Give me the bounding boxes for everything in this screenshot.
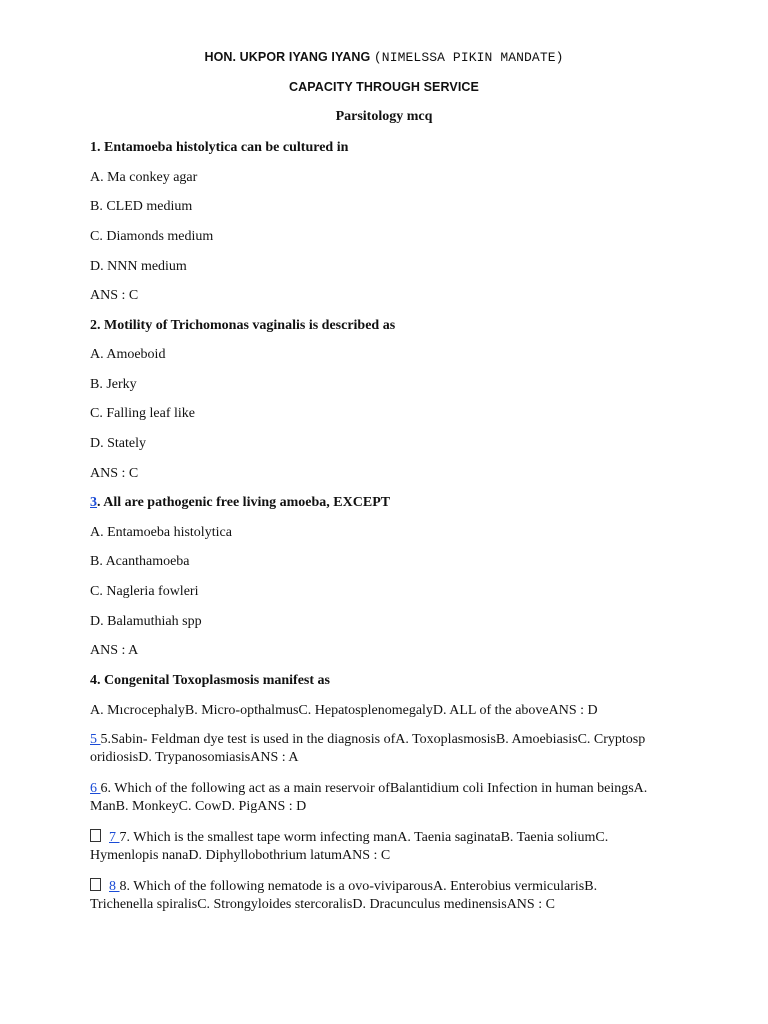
question-8 (90, 878, 650, 914)
motto-heading: CAPACITY THROUGH SERVICE (289, 80, 479, 94)
page-title: Parsitology mcq (335, 109, 433, 124)
option-3b: B. Acanthamoeba (90, 554, 190, 569)
question-4: 4. Congenital Toxoplasmosis manifest as (90, 673, 330, 688)
answer-3: ANS : A (90, 643, 139, 658)
checkbox-icon (90, 878, 101, 891)
author-name: HON. UKPOR IYANG IYANG (204, 50, 371, 64)
question-5-link[interactable]: 5 (90, 732, 101, 747)
author-heading (0, 50, 768, 65)
question-5 (90, 731, 650, 767)
option-3c: C. Nagleria fowleri (90, 584, 199, 599)
mandate-label: (NIMELSSA PIKIN MANDATE) (373, 50, 564, 65)
question-8-link[interactable]: 8 (109, 879, 120, 894)
question-1: 1. Entamoeba histolytica can be cultured in (90, 140, 349, 155)
question-3 (90, 494, 690, 512)
option-1d: D. NNN medium (90, 259, 187, 274)
question-6-text: 6. Which of the following act as a main reservoir ofBalantidium coli Infection in human beingsA. ManB. MonkeyC. CowD. PigANS : D (90, 781, 648, 814)
question-4-body: A. MıcrocephalyB. Micro-opthalmusC. HepatosplenomegalyD. ALL of the aboveANS : D (90, 703, 598, 718)
question-5-text: 5.Sabin- Feldman dye test is used in the diagnosis ofA. ToxoplasmosisB. AmoebiasisC. Cryptosp oridiosisD. TrypanosomiasisANS : A (90, 732, 646, 765)
question-7 (90, 829, 650, 865)
question-7-text: 7. Which is the smallest tape worm infecting manA. Taenia saginataB. Taenia soliumC. Hymenlopis nanaD. Diphyllobothrium latumANS : C (90, 830, 609, 863)
answer-1: ANS : C (90, 288, 139, 303)
question-7-link[interactable]: 7 (109, 830, 120, 845)
question-2: 2. Motility of Trichomonas vaginalis is described as (90, 318, 396, 333)
question-6 (90, 780, 650, 816)
option-2b: B. Jerky (90, 377, 137, 392)
option-3d: D. Balamuthiah spp (90, 614, 202, 629)
question-3-link[interactable]: 3 (90, 495, 97, 510)
option-2a: A. Amoeboid (90, 347, 166, 362)
question-3-text: . All are pathogenic free living amoeba, EXCEPT (97, 495, 391, 510)
answer-2: ANS : C (90, 466, 139, 481)
checkbox-icon (90, 829, 101, 842)
question-6-link[interactable]: 6 (90, 781, 101, 796)
option-1b: B. CLED medium (90, 199, 193, 214)
question-8-text: 8. Which of the following nematode is a ovo-viviparousA. Enterobius vermicularisB. Trichenella spiralisC. Strongyloides stercoralisD. Dracunculus medinensisANS : C (90, 879, 598, 912)
option-1a: A. Ma conkey agar (90, 170, 198, 185)
option-3a: A. Entamoeba histolytica (90, 525, 232, 540)
option-1c: C. Diamonds medium (90, 229, 214, 244)
option-2d: D. Stately (90, 436, 146, 451)
option-2c: C. Falling leaf like (90, 406, 195, 421)
